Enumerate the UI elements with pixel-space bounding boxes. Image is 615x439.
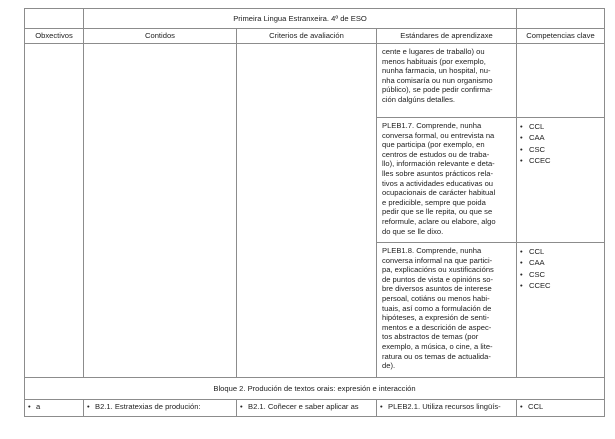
standard-line: conversa formal, ou entrevista na	[382, 130, 495, 140]
block-title-row	[25, 378, 605, 400]
competence-item: • CCEC	[520, 155, 604, 166]
competence-item: • CCL	[520, 121, 604, 132]
contents-cell	[84, 44, 237, 378]
competence-item: • CAA	[520, 257, 604, 268]
standard-line: tivos a actividades educativas ou	[382, 178, 494, 188]
standard-cell: • PLEB2.1. Utiliza recursos lingüís-	[377, 400, 517, 417]
competences-cell	[517, 118, 605, 243]
header-objectives: Obxectivos	[25, 29, 84, 44]
table-title: Primeira Lingua Estranxeira. 4º de ESO	[84, 9, 517, 29]
standard-line: pa, explicacións ou xustificacións	[382, 265, 494, 275]
competence-item: • CCEC	[520, 280, 604, 291]
standard-line: cente e lugares de traballo) ou	[382, 47, 485, 56]
competence-item: • CSC	[520, 269, 604, 280]
standard-line: ción dalgúns detalles.	[382, 94, 456, 104]
header-standards: Estándares de aprendizaxe	[377, 29, 517, 44]
standard-line: llo), información relevante e deta-	[382, 159, 495, 169]
standard-cell	[377, 44, 517, 118]
competence-list	[517, 246, 604, 292]
standard-line: nha comisaría ou nun organismo	[382, 75, 493, 85]
corner-cell	[25, 9, 84, 29]
standard-line: e predicible, sempre que poida	[382, 197, 486, 207]
header-criteria: Criterios de avaliación	[237, 29, 377, 44]
standard-line: que participa (por exemplo, en	[382, 140, 485, 150]
criterion-cell: • B2.1. Coñecer e saber aplicar as	[237, 400, 377, 417]
standard-line: persoal, cotiáns ou menos habi-	[382, 293, 490, 303]
standard-line: de).	[382, 361, 396, 371]
criteria-cell	[237, 44, 377, 378]
competence-cell: • CCL	[517, 400, 605, 417]
competences-cell	[517, 44, 605, 118]
standard-line: reformule, aclare ou elabore, algo	[382, 216, 496, 226]
standard-line: PLEB1.8. Comprende, nunha	[382, 246, 482, 255]
curriculum-table	[24, 8, 605, 417]
standard-line: tos abstractos de temas (por	[382, 332, 479, 342]
table-row	[25, 44, 605, 118]
standard-line: hipóteses, a expresión de senti-	[382, 313, 490, 323]
content-cell: • B2.1. Estratexias de produción:	[84, 400, 237, 417]
standard-line: PLEB1.7. Comprende, nunha	[382, 121, 482, 130]
standard-line: público), se pode pedir confirma-	[382, 85, 493, 95]
standard-line: nunha farmacia, un hospital, nu-	[382, 66, 491, 76]
competence-item: • CCL	[520, 246, 604, 257]
standard-line: centros de estudos ou de traba-	[382, 149, 490, 159]
standard-line: lles sobre asuntos prácticos rela-	[382, 168, 494, 178]
standard-line: exemplo, a música, o cine, a lite-	[382, 341, 493, 351]
standard-line: de puntos de vista e opinións so-	[382, 274, 494, 284]
standard-line: ocupacionais de carácter habitual	[382, 188, 496, 198]
standard-line: menos habituais (por exemplo,	[382, 56, 486, 66]
header-competences: Competencias clave	[517, 29, 605, 44]
standard-cell	[377, 118, 517, 243]
competences-cell	[517, 243, 605, 378]
objective-cell: • a	[25, 400, 84, 417]
standard-line: do que se lle dixo.	[382, 226, 444, 236]
table-row	[25, 400, 605, 417]
competence-item: • CAA	[520, 132, 604, 143]
header-contents: Contidos	[84, 29, 237, 44]
standard-line: conversa informal na que partici-	[382, 255, 493, 265]
objectives-cell	[25, 44, 84, 378]
standard-line: mentos e a descrición de aspec-	[382, 322, 492, 332]
competence-item: • CSC	[520, 144, 604, 155]
corner-cell	[517, 9, 605, 29]
column-header-row	[25, 29, 605, 44]
standard-line: pedir que se lle repita, ou que se	[382, 207, 493, 217]
standard-line: ratura ou os temas de actualida-	[382, 351, 491, 361]
standard-line: tuais, así como a formulación de	[382, 303, 492, 313]
table-title-row	[25, 9, 605, 29]
standard-line: bre diversos asuntos de interese	[382, 284, 492, 294]
block-title: Bloque 2. Produción de textos orais: expresión e interacción	[25, 378, 605, 400]
competence-list	[517, 121, 604, 167]
standard-cell	[377, 243, 517, 378]
